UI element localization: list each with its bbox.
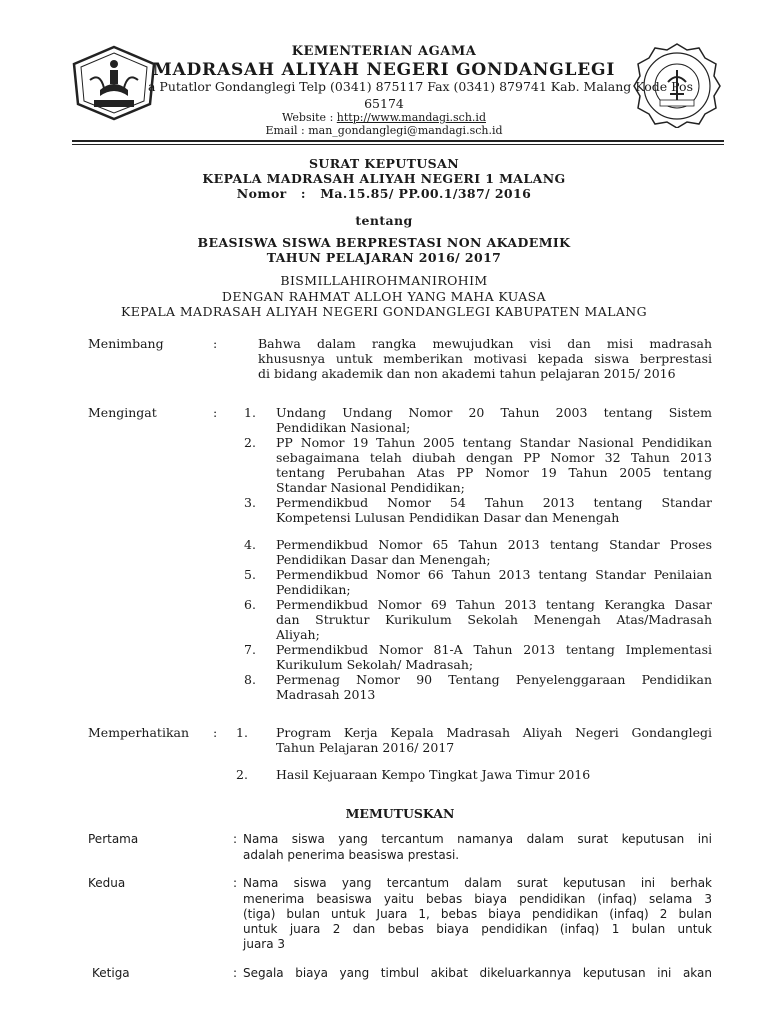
ministry-name: KEMENTERIAN AGAMA xyxy=(291,44,477,59)
website-label: Website : xyxy=(282,111,337,124)
decree-number: Nomor : Ma.15.85/ PP.00.1/387/ 2016 xyxy=(236,186,532,201)
decision-colon: : xyxy=(233,966,238,980)
mengingat-item-line: Permenag Nomor 90 Tentang Penyelenggaraan Pendidikan xyxy=(276,672,712,687)
mengingat-item-number: 6. xyxy=(244,597,256,612)
menimbang-colon: : xyxy=(213,336,218,351)
mengingat-item-line: Pendidikan Nasional; xyxy=(276,420,411,435)
mengingat-item-line: Undang Undang Nomor 20 Tahun 2003 tentang Sistem xyxy=(276,405,712,420)
mengingat-item-number: 5. xyxy=(244,567,256,582)
mengingat-item-line: Pendidikan; xyxy=(276,582,351,597)
mengingat-item-number: 1. xyxy=(244,405,256,420)
decision-label: Ketiga xyxy=(92,966,130,980)
mengingat-item-line: Permendikbud Nomor 65 Tahun 2013 tentang Standar Proses xyxy=(276,537,712,552)
mengingat-item-line: dan Struktur Kurikulum Sekolah Menengah Atas/Madrasah xyxy=(276,612,712,627)
mengingat-item-line: Permendikbud Nomor 54 Tahun 2013 tentang Standar xyxy=(276,495,712,510)
decree-year: TAHUN PELAJARAN 2016/ 2017 xyxy=(266,250,502,265)
grace-line: DENGAN RAHMAT ALLOH YANG MAHA KUASA xyxy=(221,289,547,304)
decree-issuer: KEPALA MADRASAH ALIYAH NEGERI 1 MALANG xyxy=(202,171,566,186)
memperhatikan-item-number: 1. xyxy=(236,725,248,740)
decision-label: Kedua xyxy=(88,876,126,890)
letterhead-rule-thick xyxy=(72,140,724,142)
mengingat-item-line: Standar Nasional Pendidikan; xyxy=(276,480,465,495)
mengingat-item-line: PP Nomor 19 Tahun 2005 tentang Standar Nasional Pendidikan xyxy=(276,435,712,450)
website-link[interactable]: http://www.mandagi.sch.id xyxy=(336,111,486,124)
decision-colon: : xyxy=(233,832,238,846)
mengingat-item-line: Permendikbud Nomor 69 Tahun 2013 tentang Kerangka Dasar xyxy=(276,597,712,612)
mengingat-colon: : xyxy=(213,405,218,420)
mengingat-item-line: Permendikbud Nomor 66 Tahun 2013 tentang Standar Penilaian xyxy=(276,567,712,582)
decree-title: SURAT KEPUTUSAN xyxy=(308,156,460,171)
postal-code: 65174 xyxy=(364,96,404,111)
mengingat-item-number: 3. xyxy=(244,495,256,510)
memperhatikan-item-line: Program Kerja Kepala Madrasah Aliyah Negeri Gondanglegi xyxy=(276,725,712,740)
menimbang-line: khususnya untuk memberikan motivasi kepada siswa berprestasi xyxy=(258,351,712,366)
menimbang-line: di bidang akademik dan non akademi tahun pelajaran 2015/ 2016 xyxy=(258,366,676,381)
memperhatikan-colon: : xyxy=(213,725,218,740)
decision-line: (tiga) bulan untuk Juara 1, bebas biaya pendidikan (infaq) 2 bulan xyxy=(243,907,712,921)
decision-line: untuk juara 2 dan bebas biaya pendidikan (infaq) 1 bulan untuk xyxy=(243,922,712,936)
decision-line: Segala biaya yang timbul akibat dikeluarkannya keputusan ini akan xyxy=(243,966,712,980)
mengingat-label: Mengingat xyxy=(88,405,157,420)
school-name: MADRASAH ALIYAH NEGERI GONDANGLEGI xyxy=(152,60,616,80)
decision-line: juara 3 xyxy=(243,937,286,951)
memperhatikan-item-line: Hasil Kejuaraan Kempo Tingkat Jawa Timur 2016 xyxy=(276,767,591,782)
mengingat-item-line: Permendikbud Nomor 81-A Tahun 2013 tentang Implementasi xyxy=(276,642,712,657)
decree-subject: BEASISWA SISWA BERPRESTASI NON AKADEMIK xyxy=(197,235,571,250)
decision-line: adalah penerima beasiswa prestasi. xyxy=(243,848,460,862)
mengingat-item-number: 4. xyxy=(244,537,256,552)
mengingat-item-line: Aliyah; xyxy=(276,627,320,642)
decision-label: Pertama xyxy=(88,832,139,846)
menimbang-line: Bahwa dalam rangka mewujudkan visi dan misi madrasah xyxy=(258,336,712,351)
website-line xyxy=(0,111,768,124)
mengingat-item-line: Kompetensi Lulusan Pendidikan Dasar dan Menengah xyxy=(276,510,620,525)
memperhatikan-item-line: Tahun Pelajaran 2016/ 2017 xyxy=(276,740,455,755)
memperhatikan-item-number: 2. xyxy=(236,767,248,782)
letterhead-rule-thin xyxy=(72,144,724,145)
mengingat-item-line: Madrasah 2013 xyxy=(276,687,376,702)
email-line: Email : man_gondanglegi@mandagi.sch.id xyxy=(265,124,503,137)
decision-line: Nama siswa yang tercantum dalam surat keputusan ini berhak xyxy=(243,876,712,890)
mengingat-item-number: 2. xyxy=(244,435,256,450)
mengingat-item-line: sebagaimana telah diubah dengan PP Nomor 32 Tahun 2013 xyxy=(276,450,712,465)
decision-colon: : xyxy=(233,876,238,890)
memutuskan-heading: MEMUTUSKAN xyxy=(345,806,455,821)
decision-line: Nama siswa yang tercantum namanya dalam surat keputusan ini xyxy=(243,832,712,846)
memperhatikan-label: Memperhatikan xyxy=(88,725,190,740)
mengingat-item-line: Pendidikan Dasar dan Menengah; xyxy=(276,552,491,567)
mengingat-item-number: 7. xyxy=(244,642,256,657)
decision-line: menerima beasiswa yaitu bebas biaya pendidikan (infaq) selama 3 xyxy=(243,892,712,906)
mengingat-item-number: 8. xyxy=(244,672,256,687)
mengingat-item-line: tentang Perubahan Atas PP Nomor 19 Tahun 2005 tentang xyxy=(276,465,712,480)
mengingat-item-line: Kurikulum Sekolah/ Madrasah; xyxy=(276,657,474,672)
school-address: a Putatlor Gondanglegi Telp (0341) 875117 Fax (0341) 879741 Kab. Malang Kode Pos xyxy=(148,79,694,94)
basmalah: BISMILLAHIROHMANIROHIM xyxy=(280,273,488,288)
tentang-label: tentang xyxy=(355,213,413,228)
menimbang-label: Menimbang xyxy=(88,336,164,351)
head-line: KEPALA MADRASAH ALIYAH NEGERI GONDANGLEGI KABUPATEN MALANG xyxy=(120,304,648,319)
